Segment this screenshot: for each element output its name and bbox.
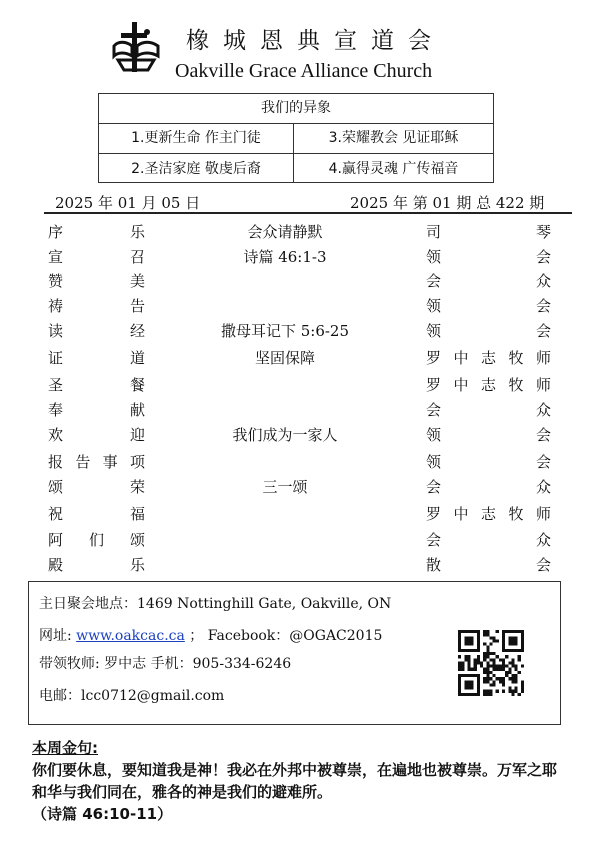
- facebook-handle: ； Facebook：@OGAC2015: [184, 628, 383, 644]
- service-content: 会众请静默: [247, 223, 323, 241]
- service-content: 坚固保障: [254, 349, 315, 367]
- verse-title: 本周金句:: [32, 739, 98, 757]
- meeting-address: 主日聚会地点：1469 Nottinghill Gate, Oakville, ON: [39, 596, 392, 612]
- service-leader: 会 众: [426, 272, 551, 290]
- church-name-english: Oakville Grace Alliance Church: [175, 60, 433, 82]
- service-leader: 散 会: [426, 556, 551, 574]
- issue-number: 2025 年 第 01 期 总 422 期: [350, 194, 545, 212]
- service-item: 殿 乐: [48, 556, 145, 574]
- vision-item: 3.荣耀教会 见证耶稣: [328, 130, 459, 146]
- vision-item: 4.赢得灵魂 广传福音: [328, 161, 459, 177]
- service-row: [0, 347, 592, 371]
- service-row: [0, 503, 592, 527]
- service-leader: 司 琴: [426, 223, 551, 241]
- church-name-chinese: 橡城恩典宣道会: [186, 28, 445, 54]
- vision-item: 1.更新生命 作主门徒: [131, 130, 261, 146]
- bulletin-date: 2025 年 01 月 05 日: [55, 194, 201, 212]
- vision-title: 我们的异象: [99, 94, 493, 124]
- service-leader: 领 会: [426, 322, 551, 340]
- church-logo: [108, 20, 164, 78]
- service-row: [0, 399, 592, 423]
- service-leader: 罗 中 志 牧 师: [426, 376, 551, 394]
- divider: [44, 212, 572, 214]
- service-row: [0, 424, 592, 448]
- service-row: [0, 529, 592, 553]
- weekly-verse: [32, 737, 564, 825]
- vision-table: [98, 93, 494, 183]
- verse-text: 你们要休息，要知道我是神！我必在外邦中被尊崇，在遍地也被尊崇。万军之耶和华与我们同在，雅各的神是我们的避难所。: [32, 761, 558, 801]
- service-item: 赞 美: [48, 272, 145, 290]
- service-item: 奉 献: [48, 401, 145, 419]
- service-item: 序 乐: [48, 223, 145, 241]
- service-row: [0, 295, 592, 319]
- vision-item: 2.圣洁家庭 敬虔后裔: [131, 161, 261, 177]
- service-leader: 领 会: [426, 453, 551, 471]
- website-link[interactable]: www.oakcac.ca: [76, 628, 185, 644]
- pastor-contact: 带领牧师: 罗中志 手机：905-334-6246: [39, 656, 292, 672]
- service-item: 宣 召: [48, 248, 145, 266]
- service-item: 颂 荣: [48, 478, 145, 496]
- service-item: 欢 迎: [48, 426, 145, 444]
- service-leader: 罗 中 志 牧 师: [426, 349, 551, 367]
- service-item: 读 经: [48, 322, 145, 340]
- service-row: [0, 246, 592, 270]
- service-leader: 罗 中 志 牧 师: [426, 505, 551, 523]
- service-row: [0, 221, 592, 245]
- service-item: 阿 们 颂: [48, 531, 145, 549]
- service-row: [0, 374, 592, 398]
- service-item: 证 道: [48, 349, 145, 367]
- service-leader: 会 众: [426, 478, 551, 496]
- service-leader: 会 众: [426, 531, 551, 549]
- service-leader: 领 会: [426, 248, 551, 266]
- service-leader: 会 众: [426, 401, 551, 419]
- service-row: [0, 554, 592, 578]
- service-content: 三一颂: [262, 478, 308, 496]
- service-row: [0, 451, 592, 475]
- verse-reference: （诗篇 46:10-11）: [32, 805, 173, 823]
- service-item: 圣 餐: [48, 376, 145, 394]
- service-content: 诗篇 46:1-3: [243, 248, 327, 266]
- service-leader: 领 会: [426, 426, 551, 444]
- website-line: [39, 625, 382, 645]
- contact-info-box: [28, 581, 561, 725]
- service-content: 撒母耳记下 5:6-25: [220, 322, 350, 340]
- service-content: 我们成为一家人: [232, 426, 338, 444]
- service-leader: 领 会: [426, 297, 551, 315]
- qr-code[interactable]: [458, 630, 524, 696]
- email: 电邮：lcc0712@gmail.com: [39, 688, 225, 704]
- website-label: 网址:: [39, 628, 77, 644]
- service-row: [0, 476, 592, 500]
- service-item: 祷 告: [48, 297, 145, 315]
- service-item: 报 告 事 项: [48, 453, 145, 471]
- service-row: [0, 270, 592, 294]
- service-row: [0, 320, 592, 344]
- service-item: 祝 福: [48, 505, 145, 523]
